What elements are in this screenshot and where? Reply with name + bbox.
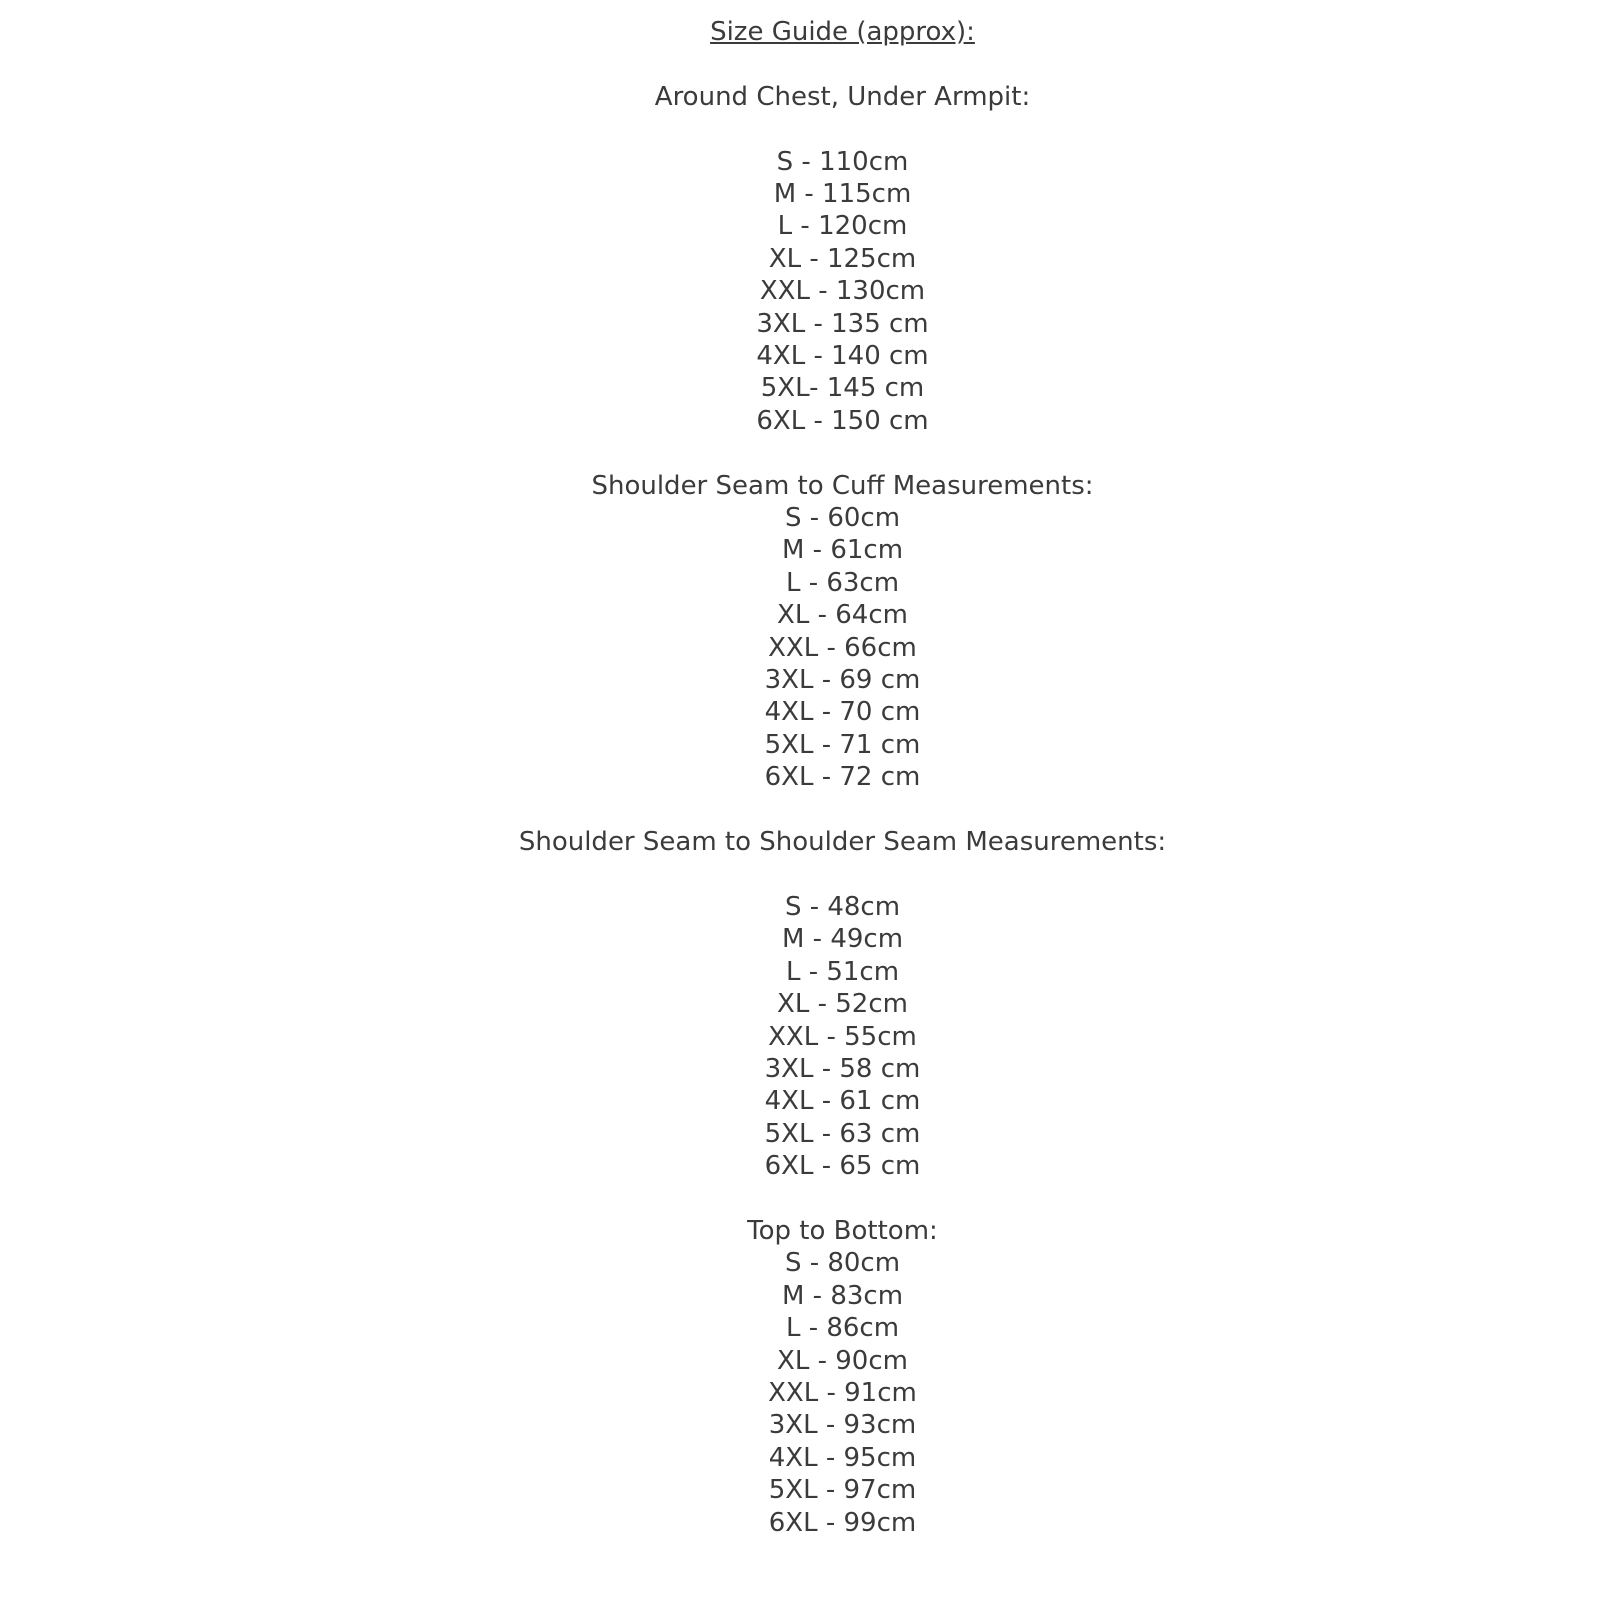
size-row: XXL - 130cm	[759, 276, 926, 307]
section-heading: Shoulder Seam to Shoulder Seam Measurements:	[518, 827, 1167, 858]
size-row: XL - 90cm	[777, 1345, 908, 1376]
size-row: M - 115cm	[773, 179, 912, 209]
size-row: 4XL - 61 cm	[764, 1086, 921, 1117]
size-section	[85, 81, 1600, 437]
size-row: 3XL - 135 cm	[756, 308, 929, 339]
size-row: S - 48cm	[784, 891, 901, 922]
size-row: 6XL - 150 cm	[756, 405, 929, 436]
size-row: L - 63cm	[785, 567, 900, 598]
size-row: L - 51cm	[785, 956, 900, 987]
size-row: 5XL- 145 cm	[760, 373, 925, 404]
size-row: XXL - 55cm	[768, 1021, 917, 1052]
size-row: S - 60cm	[784, 503, 901, 534]
size-row: 6XL - 99cm	[768, 1507, 917, 1538]
size-row: M - 61cm	[781, 535, 904, 566]
size-row: S - 80cm	[784, 1248, 901, 1279]
size-row: 3XL - 69 cm	[764, 665, 921, 696]
size-row: L - 86cm	[785, 1313, 900, 1344]
size-row: 3XL - 93cm	[768, 1410, 917, 1441]
size-row: 4XL - 140 cm	[756, 341, 929, 372]
size-row: 4XL - 95cm	[768, 1442, 917, 1473]
size-row: 4XL - 70 cm	[764, 697, 921, 728]
section-heading: Around Chest, Under Armpit:	[654, 81, 1031, 112]
size-row: M - 83cm	[781, 1280, 904, 1311]
size-row: XL - 125cm	[768, 243, 917, 274]
size-row: XXL - 91cm	[768, 1377, 917, 1408]
size-row: 5XL - 97cm	[768, 1475, 917, 1506]
size-row: 5XL - 71 cm	[764, 729, 921, 760]
size-section	[85, 826, 1600, 1182]
size-section	[85, 470, 1600, 794]
size-row: XL - 64cm	[777, 600, 908, 631]
sections-container	[85, 81, 1600, 1539]
size-section	[85, 1215, 1600, 1539]
size-row: XL - 52cm	[777, 989, 908, 1020]
size-row: S - 110cm	[776, 146, 909, 177]
size-row: L - 120cm	[777, 211, 908, 242]
size-row: 3XL - 58 cm	[764, 1053, 921, 1084]
size-row: 6XL - 72 cm	[764, 762, 921, 793]
section-heading: Top to Bottom:	[747, 1215, 938, 1246]
page-title: Size Guide (approx):	[710, 17, 975, 47]
section-heading: Shoulder Seam to Cuff Measurements:	[591, 470, 1094, 501]
size-row: 5XL - 63 cm	[764, 1118, 921, 1149]
size-row: M - 49cm	[781, 924, 904, 955]
size-row: 6XL - 65 cm	[764, 1151, 921, 1182]
size-row: XXL - 66cm	[768, 632, 917, 663]
